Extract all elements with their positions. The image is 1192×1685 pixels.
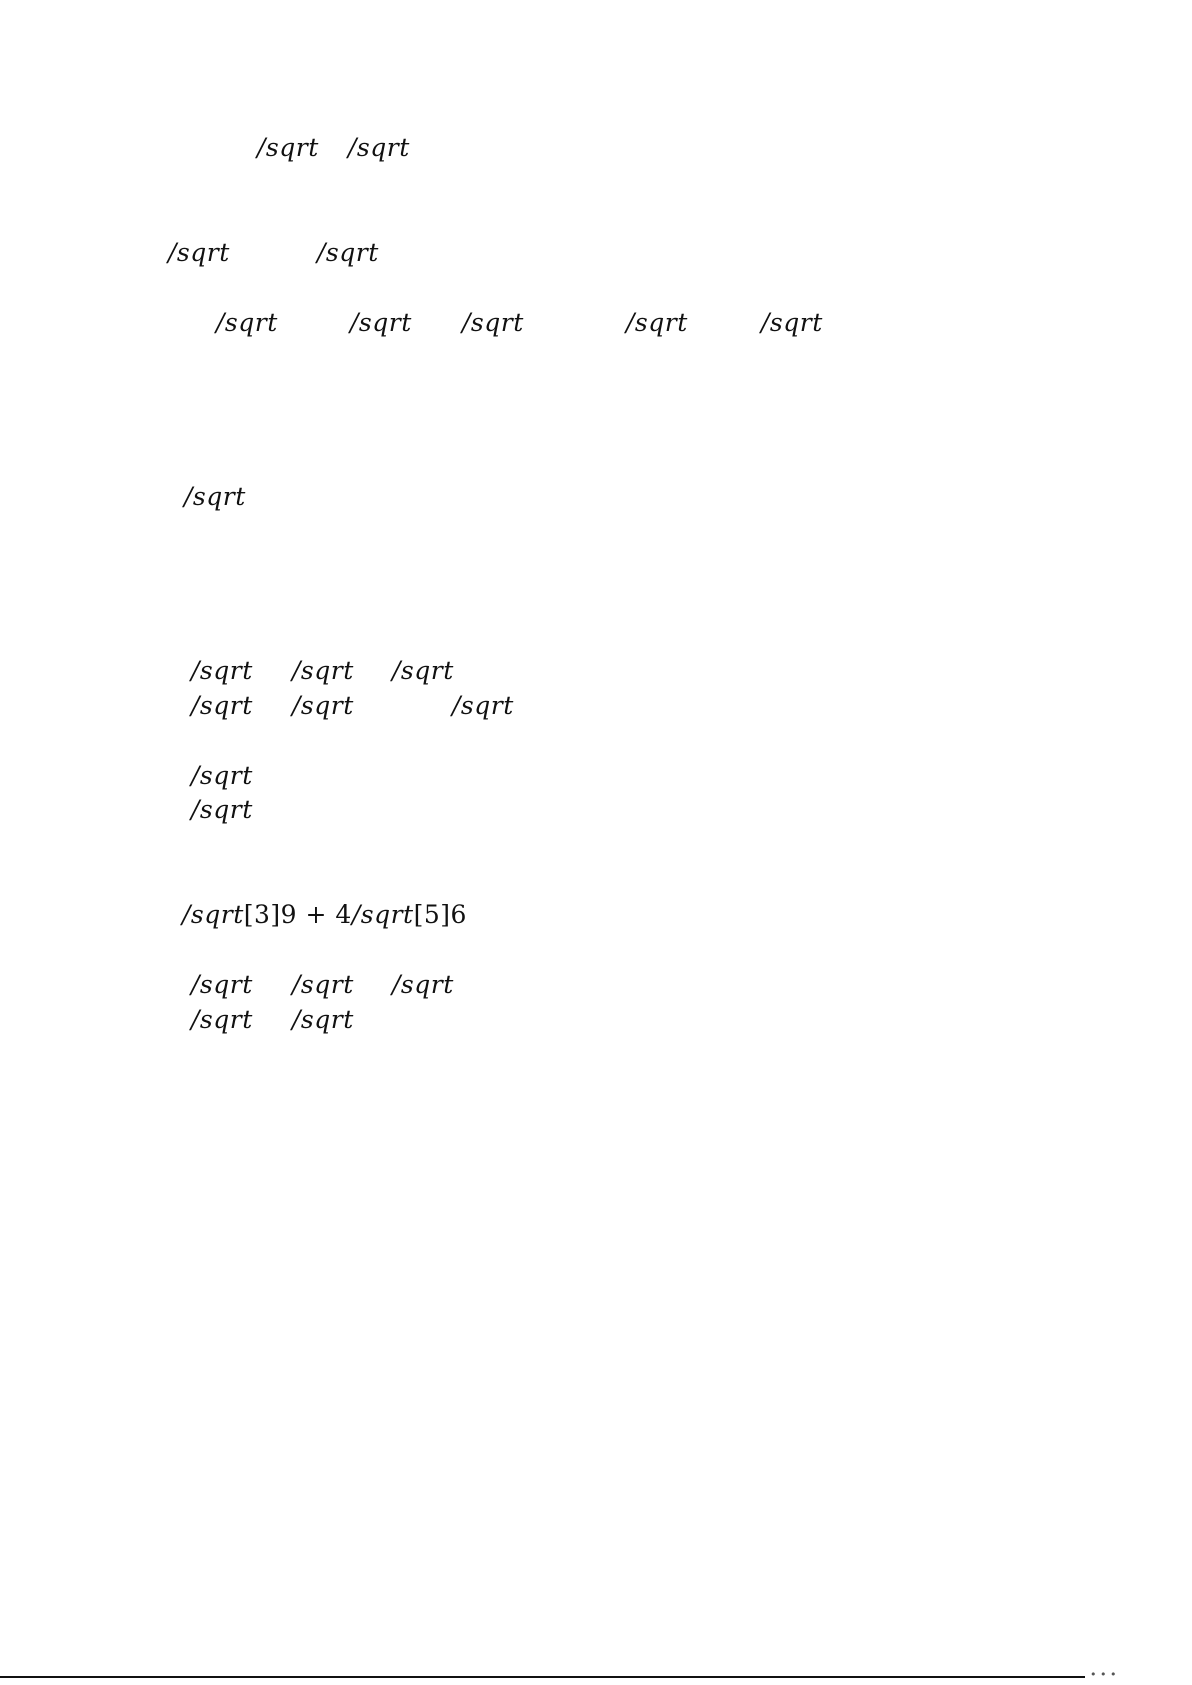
sqrt-fragment: /sqrt: [191, 970, 253, 999]
sqrt-fragment: /sqrt: [191, 691, 253, 720]
expression-part: /sqrt: [351, 900, 414, 929]
sqrt-fragment: /sqrt: [216, 308, 278, 337]
sqrt-fragment: /sqrt: [191, 656, 253, 685]
sqrt-fragment: /sqrt: [168, 238, 230, 267]
sqrt-fragment: /sqrt: [191, 1005, 253, 1034]
sqrt-fragment: /sqrt: [292, 691, 354, 720]
expression-part: [3]9 + 4: [243, 900, 352, 929]
sqrt-fragment: /sqrt: [392, 656, 454, 685]
sqrt-fragment: /sqrt: [462, 308, 524, 337]
sqrt-fragment: /sqrt: [292, 1005, 354, 1034]
sqrt-fragment: /sqrt: [257, 133, 319, 162]
sqrt-fragment: /sqrt: [626, 308, 688, 337]
sqrt-fragment: /sqrt: [350, 308, 412, 337]
sqrt-fragment: /sqrt: [292, 656, 354, 685]
page-bottom-rule: [0, 1676, 1085, 1678]
expression-part: /sqrt: [182, 900, 244, 929]
sqrt-fragment: /sqrt: [452, 691, 514, 720]
sqrt-fragment: /sqrt: [348, 133, 410, 162]
sqrt-fragment: /sqrt: [191, 795, 253, 824]
sqrt-fragment: /sqrt: [191, 761, 253, 790]
sqrt-fragment: /sqrt: [761, 308, 823, 337]
expression-part: [5]6: [413, 900, 467, 929]
sqrt-fragment: /sqrt: [292, 970, 354, 999]
footer-mark: • • •: [1090, 1668, 1117, 1681]
sqrt-fragment: /sqrt: [184, 482, 246, 511]
root-expression: [182, 900, 467, 930]
sqrt-fragment: /sqrt: [317, 238, 379, 267]
sqrt-fragment: /sqrt: [392, 970, 454, 999]
